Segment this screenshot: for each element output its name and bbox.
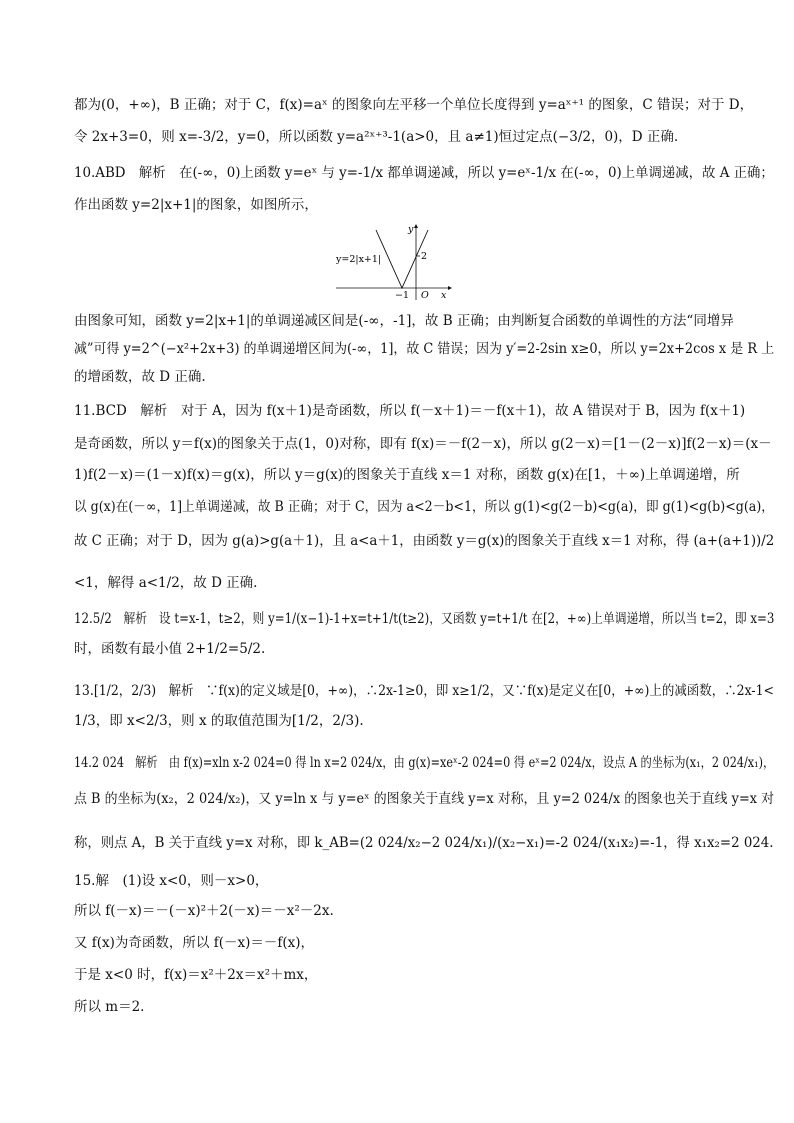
text-line-8: 11.BCD 解析 对于 A，因为 f(x＋1)是奇函数，所以 f(－x＋1)＝－f(x＋1)，故 A 错误对于 B，因为 f(x＋1)	[74, 403, 746, 419]
text-line-9: 是奇函数，所以 y＝f(x)的图象关于点(1，0)对称，即有 f(x)＝－f(2－x)，所以 g(2－x)＝[1－(2－x)]f(2－x)＝(x－	[74, 436, 772, 452]
text-line-14: 12.5/2 解析 设 t=x-1，t≥2，则 y=1/(x−1)-1+x=t+1/t(t≥2)，又函数 y=t+1/t 在[2，+∞)上单调递增，所以当 t=2，即 x=3	[74, 611, 775, 627]
text-line-22: 所以 f(－x)＝－(－x)²＋2(－x)＝－x²－2x.	[74, 903, 334, 919]
text-line-24: 于是 x<0 时，f(x)＝x²＋2x＝x²＋mx，	[74, 967, 318, 983]
text-line-6: 减”可得 y=2^(−x²+2x+3) 的单调递增区间为(-∞，1]，故 C 错误；因为 y′=2-2sin x≥0，所以 y=2x+2cos x 是 R 上	[74, 341, 775, 357]
abs-function-graph	[336, 222, 456, 300]
x-axis-label: x	[441, 290, 447, 300]
text-line-7: 的增函数，故 D 正确.	[74, 369, 206, 385]
y-axis-arrow	[414, 224, 418, 228]
text-line-25: 所以 m＝2.	[74, 999, 145, 1015]
x-axis-arrow	[448, 286, 452, 290]
text-line-11: 以 g(x)在(－∞，1]上单调递减，故 B 正确；对于 C，因为 a<2－b<1，所以 g(1)<g(2－b)<g(a)，即 g(1)<g(b)<g(a)，	[74, 499, 774, 515]
text-line-4: 作出函数 y=2|x+1|的图象，如图所示，	[74, 197, 318, 213]
text-line-12: 故 C 正确；对于 D，因为 g(a)>g(a＋1)，且 a<a＋1，由函数 y＝g(x)的图象关于直线 x＝1 对称，得 (a+(a+1))/2	[74, 533, 775, 549]
text-line-2: 令 2x+3=0，则 x=-3/2，y=0，所以函数 y=a²ˣ⁺³-1(a>0，且 a≠1)恒过定点(−3/2，0)，D 正确.	[74, 129, 679, 145]
text-line-18: 14.2 024 解析 由 f(x)=xln x-2 024=0 得 ln x=2 024/x，由 g(x)=xeˣ-2 024=0 得 eˣ=2 024/x，设点 A 的坐标为(x₁，2 024/x₁)，	[74, 755, 775, 771]
text-line-19: 点 B 的坐标为(x₂，2 024/x₂)，又 y=ln x 与 y=eˣ 的图象关于直线 y=x 对称，且 y=2 024/x 的图象也关于直线 y=x 对	[74, 791, 775, 807]
text-line-10: 1)f(2－x)＝(1－x)f(x)＝g(x)，所以 y＝g(x)的图象关于直线 x＝1 对称，函数 g(x)在[1，＋∞)上单调递增，所	[74, 467, 740, 483]
x-tick-label: −1	[395, 290, 410, 300]
graph-label: y=2|x+1|	[336, 254, 382, 265]
text-line-13: <1，解得 a<1/2，故 D 正确.	[74, 575, 258, 591]
text-line-16: 13.[1/2，2/3) 解析 ∵f(x)的定义域是[0，+∞)，∴2x-1≥0，即 x≥1/2，又∵f(x)是定义在[0，+∞)上的减函数，∴2x-1<	[74, 683, 774, 699]
text-line-20: 称，则点 A，B 关于直线 y=x 对称，即 k_AB=(2 024/x₂−2 024/x₁)/(x₂−x₁)=-2 024/(x₁x₂)=-1，得 x₁x₂=2 024.	[74, 835, 774, 851]
text-line-5: 由图象可知，函数 y=2|x+1|的单调递减区间是(-∞，-1]，故 B 正确；由判断复合函数的单调性的方法“同增异	[74, 313, 734, 329]
y-axis-label: y	[408, 224, 414, 235]
text-line-21: 15.解 (1)设 x<0，则－x>0，	[74, 873, 269, 889]
text-line-15: 时，函数有最小值 2+1/2=5/2.	[74, 641, 266, 657]
text-line-17: 1/3，即 x<2/3，则 x 的取值范围为[1/2，2/3).	[74, 713, 364, 729]
origin-label: O	[421, 290, 429, 300]
text-line-3: 10.ABD 解析 在(-∞，0)上函数 y=eˣ 与 y=-1/x 都单调递减，所以 y=eˣ-1/x 在(-∞，0)上单调递减，故 A 正确；	[74, 165, 774, 181]
text-line-1: 都为(0，+∞)，B 正确；对于 C，f(x)=aˣ 的图象向左平移一个单位长度得到 y=aˣ⁺¹ 的图象，C 错误；对于 D，	[74, 97, 754, 113]
text-line-23: 又 f(x)为奇函数，所以 f(－x)＝－f(x)，	[74, 935, 315, 951]
y-tick-label: 2	[421, 251, 428, 262]
